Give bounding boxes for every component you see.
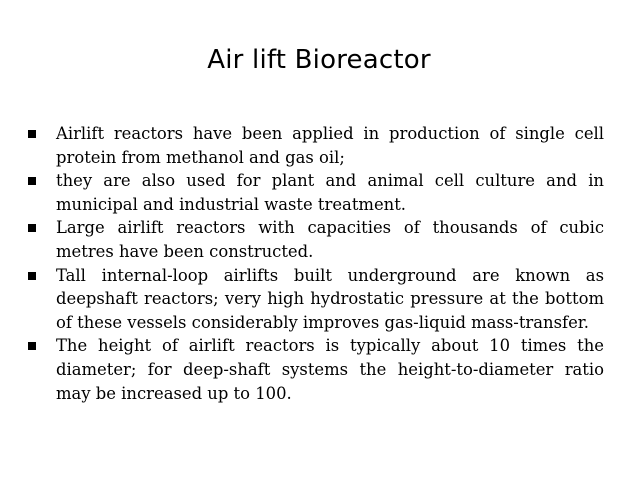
bullet-item <box>26 122 604 169</box>
bullet-item <box>26 216 604 263</box>
slide-title: Air lift Bioreactor <box>207 45 431 75</box>
bullet-text: they are also used for plant and animal cell culture and in municipal and industrial waste treatment. <box>56 171 604 214</box>
square-bullet-icon <box>28 272 36 280</box>
square-bullet-icon <box>28 130 36 138</box>
bullet-item <box>26 264 604 335</box>
bullet-item <box>26 334 604 405</box>
bullet-text: Tall internal-loop airlifts built underground are known as deepshaft reactors; very high hydrostatic pressure at the bottom of these vessels considerably improves gas-liquid mass-transfer. <box>56 265 604 332</box>
bullet-list <box>26 122 604 405</box>
bullet-item <box>26 169 604 216</box>
bullet-text: The height of airlift reactors is typically about 10 times the diameter; for deep-shaft systems the height-to-diameter ratio may be increased up to 100. <box>56 336 604 403</box>
square-bullet-icon <box>28 342 36 350</box>
square-bullet-icon <box>28 177 36 185</box>
bullet-text: Airlift reactors have been applied in production of single cell protein from methanol and gas oil; <box>56 124 604 167</box>
square-bullet-icon <box>28 224 36 232</box>
bullet-text: Large airlift reactors with capacities of thousands of cubic metres have been constructed. <box>56 218 604 261</box>
